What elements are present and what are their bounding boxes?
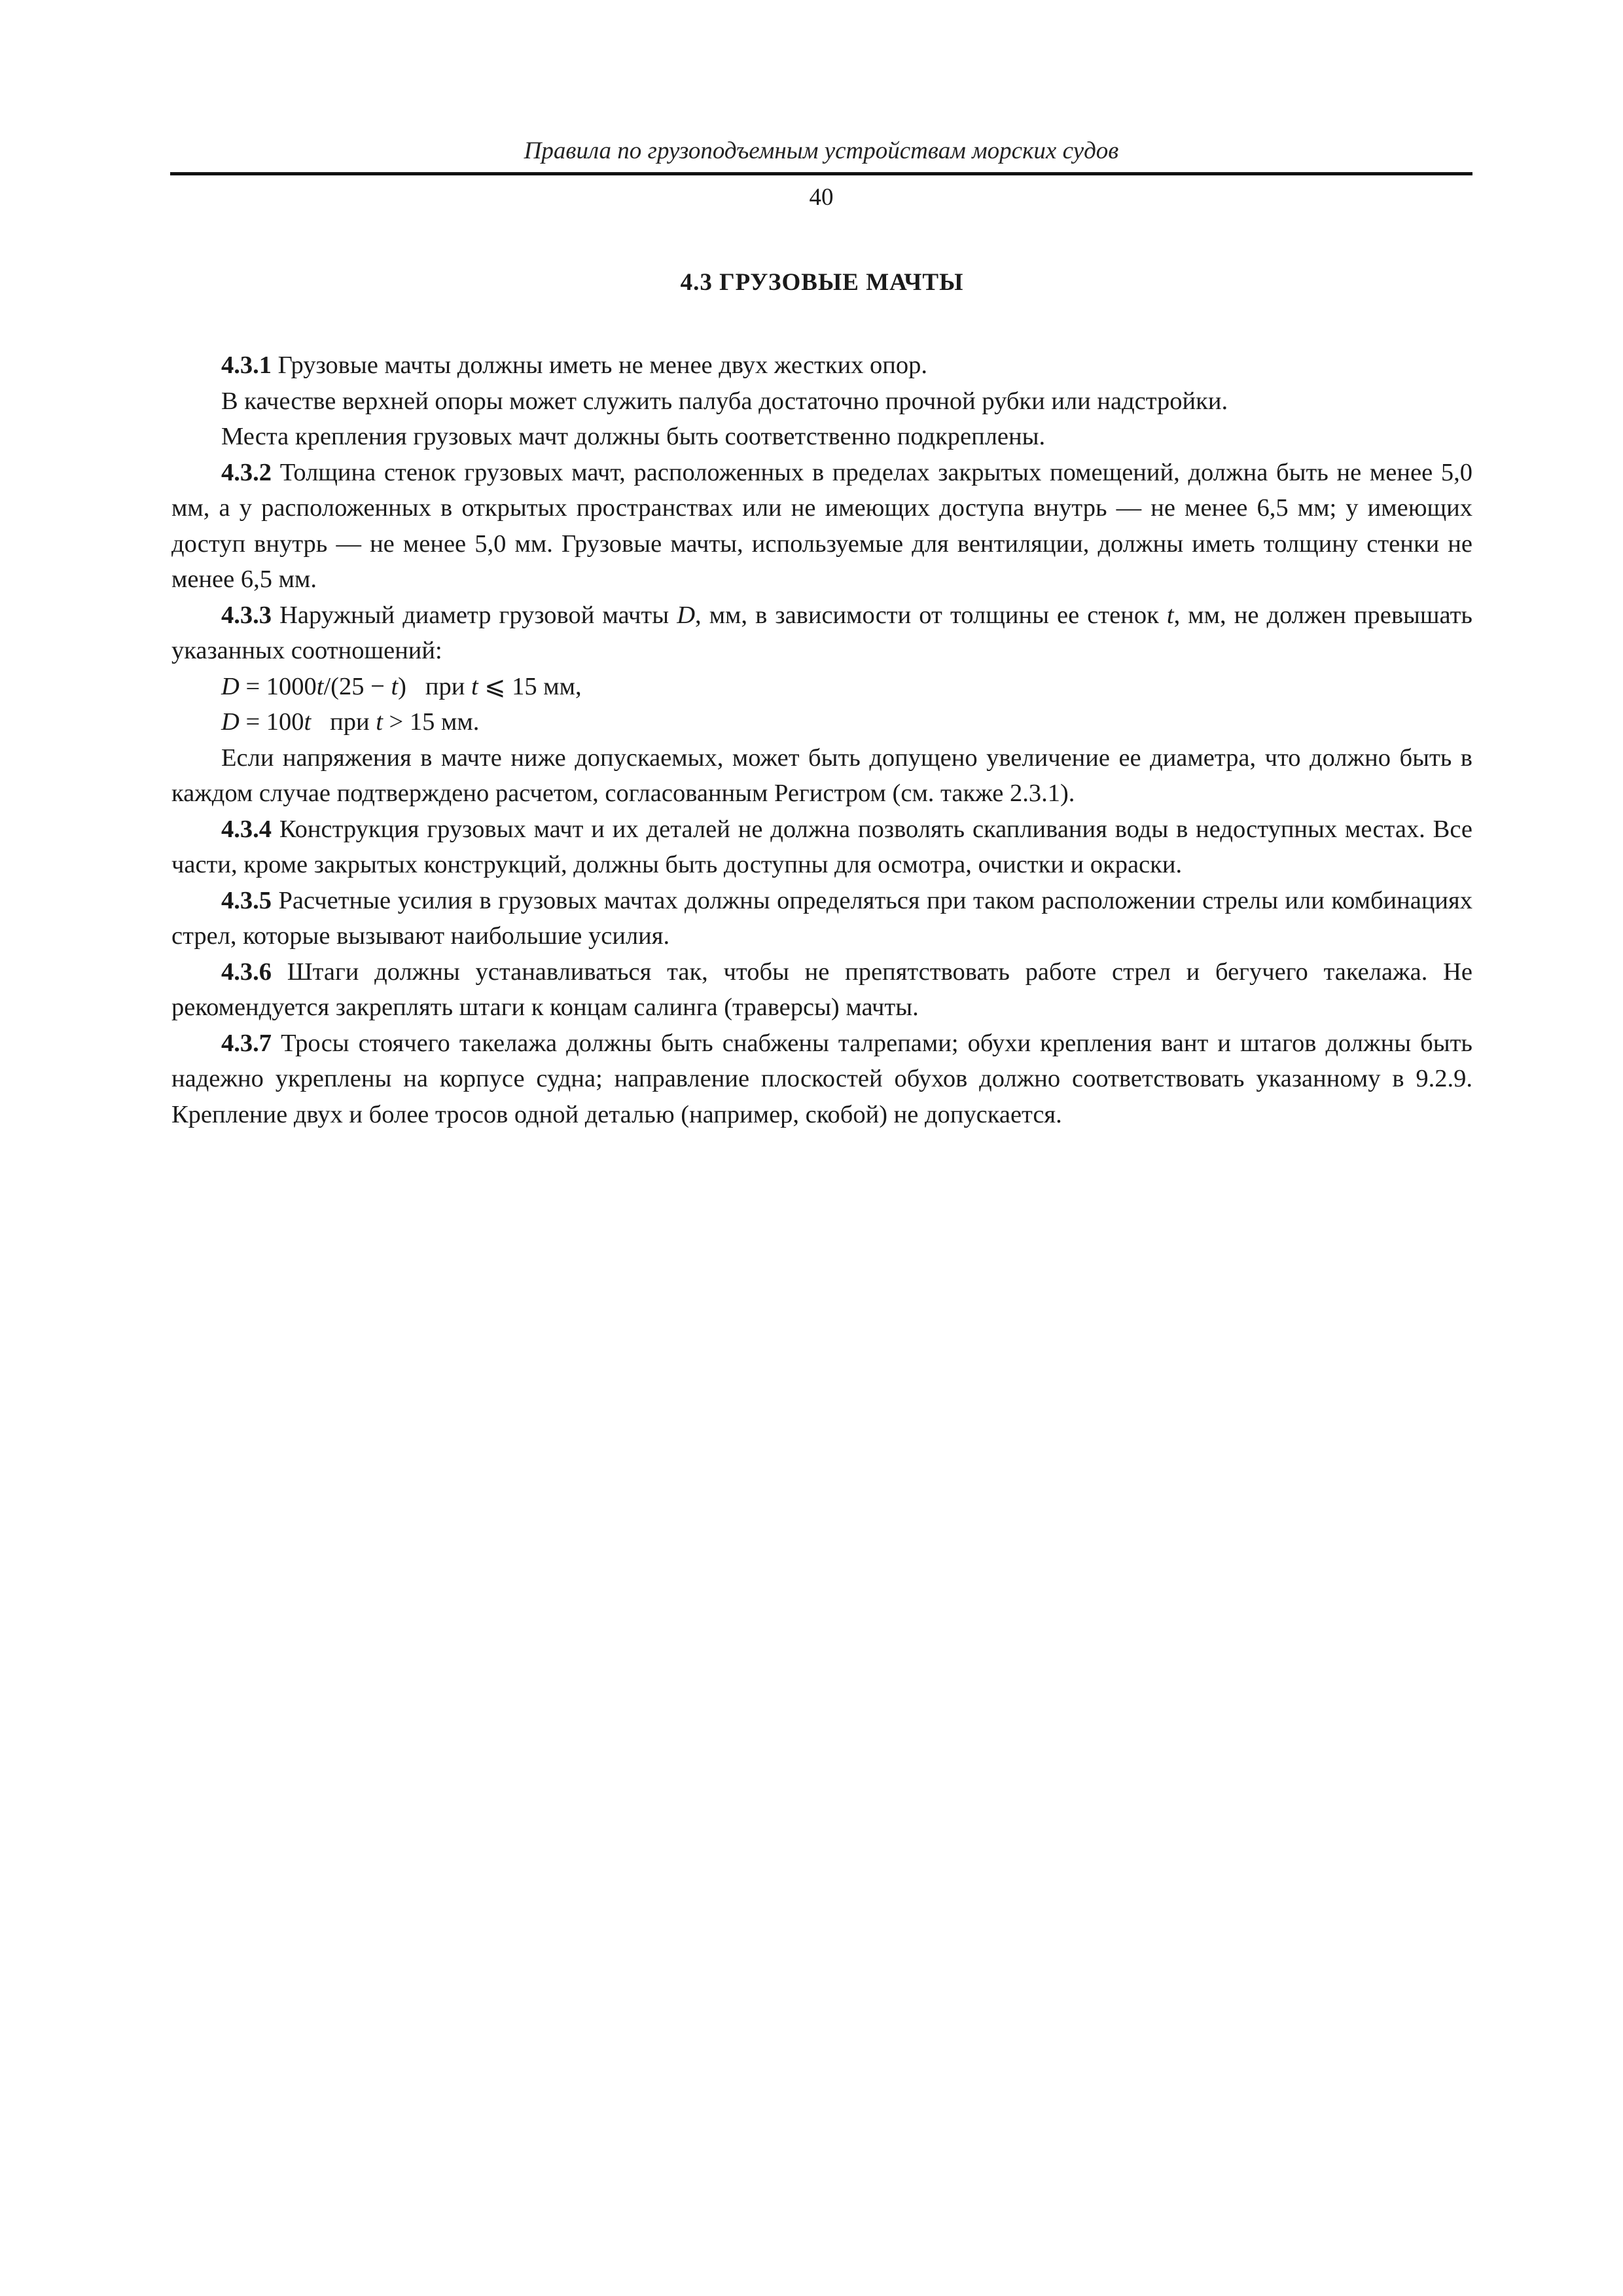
formula-part: ) при xyxy=(398,672,471,700)
header-rule xyxy=(170,172,1472,175)
paragraph-text: Конструкция грузовых мачт и их деталей не должна позволять скапливания воды в недоступных местах. Все части, кроме закрытых конструкций, должны быть доступны для осмотра, очистки и окраски. xyxy=(171,815,1472,878)
variable-t: t xyxy=(1166,601,1174,629)
formula-2 xyxy=(171,704,1472,740)
formula-var: t xyxy=(304,708,312,736)
page-number: 40 xyxy=(809,184,834,211)
formula-var: t xyxy=(391,672,399,700)
paragraph-4-3-6 xyxy=(171,954,1472,1026)
paragraph-text: Расчетные усилия в грузовых мачтах должны определяться при таком расположении стрелы или комбинациях стрел, которые вызывают наибольшие усилия. xyxy=(171,886,1472,950)
paragraph-4-3-2 xyxy=(171,455,1472,598)
paragraph-4-3-4 xyxy=(171,812,1472,883)
formula-part: = 100 xyxy=(239,708,304,736)
section-title: 4.3 ГРУЗОВЫЕ МАЧТЫ xyxy=(680,269,964,296)
paragraph-4-3-5 xyxy=(171,883,1472,954)
variable-d: D xyxy=(677,601,695,629)
formula-part: > 15 мм. xyxy=(382,708,480,736)
clause-number: 4.3.6 xyxy=(221,958,272,986)
formula-part: /(25 − xyxy=(323,672,391,700)
formula-1 xyxy=(171,669,1472,705)
clause-number: 4.3.7 xyxy=(221,1029,272,1057)
clause-number: 4.3.3 xyxy=(221,601,272,629)
paragraph-4-3-1-b: В качестве верхней опоры может служить палуба достаточно прочной рубки или надстройки. xyxy=(221,387,1228,415)
clause-number: 4.3.2 xyxy=(221,458,272,486)
formula-lhs: D xyxy=(221,672,240,700)
paragraph-4-3-1 xyxy=(171,348,1472,384)
formula-part: при xyxy=(311,708,376,736)
clause-number: 4.3.4 xyxy=(221,815,272,843)
paragraph-text: Толщина стенок грузовых мачт, расположенных в пределах закрытых помещений, должна быть не менее 5,0 мм, а у расположенных в открытых пространствах или не имеющих доступа внутрь — не менее 6,5 мм; у имеющих доступ внутрь — не менее 5,0 мм. Грузовые мачты, используемые для вентиляции, должны иметь толщину стенки не менее 6,5 мм. xyxy=(171,458,1472,593)
paragraph-text: Грузовые мачты должны иметь не менее двух жестких опор. xyxy=(272,351,928,379)
formula-part: = 1000 xyxy=(239,672,317,700)
page-header xyxy=(170,134,1472,215)
formula-part: ⩽ 15 мм, xyxy=(478,672,582,700)
paragraph-text: , мм, не должен превышать указанных соотношений: xyxy=(171,601,1472,664)
document-body xyxy=(171,265,1472,1132)
paragraph-text: Тросы стоячего такелажа должны быть снабжены талрепами; обухи крепления вант и штагов должны быть надежно укреплены на корпусе судна; направление плоскостей обухов должно соответствовать указанному в 9.2.9. Крепление двух и более тросов одной деталью (например, скобой) не допускается. xyxy=(171,1029,1472,1128)
paragraph-text: , мм, в зависимости от толщины ее стенок xyxy=(695,601,1167,629)
paragraph-4-3-3-b: Если напряжения в мачте ниже допускаемых, может быть допущено увеличение ее диаметра, что должно быть в каждом случае подтверждено расчетом, согласованным Регистром (см. также 2.3.1). xyxy=(171,744,1472,807)
clause-number: 4.3.5 xyxy=(221,886,272,914)
running-title: Правила по грузоподъемным устройствам морских судов xyxy=(524,137,1119,164)
clause-number: 4.3.1 xyxy=(221,351,272,379)
paragraph-4-3-1-c: Места крепления грузовых мачт должны быть соответственно подкреплены. xyxy=(221,423,1046,450)
formula-var: t xyxy=(376,708,383,736)
formula-var: t xyxy=(316,672,324,700)
paragraph-4-3-7 xyxy=(171,1026,1472,1133)
formula-var: t xyxy=(471,672,478,700)
paragraph-text: Штаги должны устанавливаться так, чтобы не препятствовать работе стрел и бегучего такелажа. Не рекомендуется закреплять штаги к концам салинга (траверсы) мачты. xyxy=(171,958,1472,1021)
paragraph-4-3-3 xyxy=(171,598,1472,669)
formula-lhs: D xyxy=(221,708,240,736)
paragraph-text: Наружный диаметр грузовой мачты xyxy=(272,601,677,629)
